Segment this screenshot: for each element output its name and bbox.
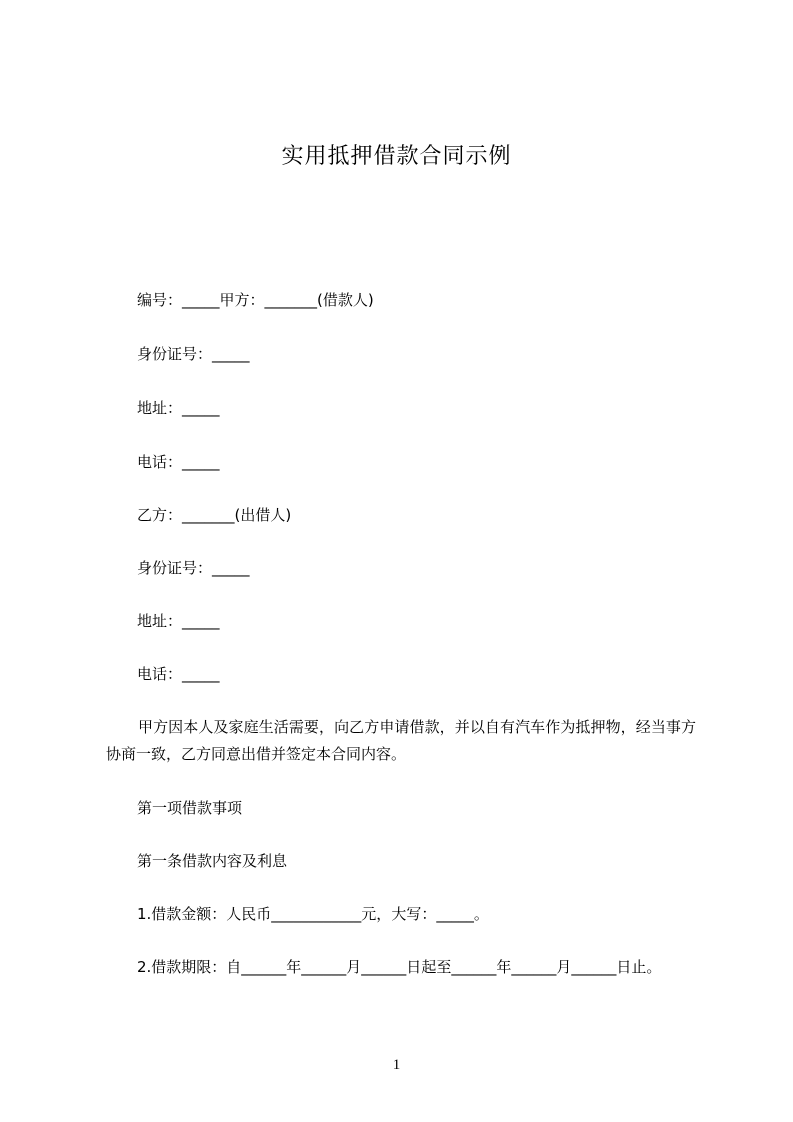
party-b-id-line: 身份证号：_____ bbox=[137, 559, 250, 577]
party-b-address-line: 地址：_____ bbox=[137, 612, 220, 630]
preamble-paragraph: 甲方因本人及家庭生活需要，向乙方申请借款，并以自有汽车作为抵押物，经当事方协商一致，乙方同意出借并签定本合同内容。 bbox=[106, 718, 696, 763]
clause-loan-term: 2.借款期限：自______年______月______日起至______年______月______日止。 bbox=[137, 958, 662, 976]
party-b-phone-line: 电话：_____ bbox=[137, 665, 220, 683]
clause-loan-amount: 1.借款金额：人民币____________元，大写：_____。 bbox=[137, 905, 489, 923]
party-b-name-line: 乙方：_______(出借人) bbox=[137, 506, 292, 524]
document-title: 实用抵押借款合同示例 bbox=[281, 144, 512, 169]
section-heading: 第一项借款事项 bbox=[137, 799, 243, 817]
party-a-number-name-line: 编号：_____甲方：_______(借款人) bbox=[137, 291, 374, 309]
party-a-id-line: 身份证号：_____ bbox=[137, 345, 250, 363]
article-heading: 第一条借款内容及利息 bbox=[137, 852, 288, 870]
page-number: 1 bbox=[392, 1057, 401, 1073]
party-a-address-line: 地址：_____ bbox=[137, 399, 220, 417]
party-a-phone-line: 电话：_____ bbox=[137, 453, 220, 471]
